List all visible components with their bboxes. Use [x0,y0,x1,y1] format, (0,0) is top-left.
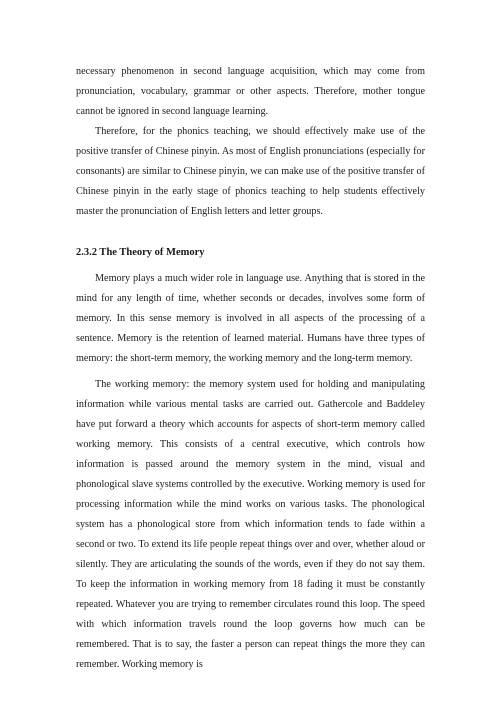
paragraph-pinyin-transfer: Therefore, for the phonics teaching, we should effectively make use of the positive transfer of Chinese pinyin. As most of English pronunciations (especially for consonants) are similar to Chinese pinyin, we can make use of the positive transfer of Chinese pinyin in the early stage of phonics teaching to help students effectively master the pronunciation of English letters and letter groups. [76,126,425,217]
paragraph-memory-intro: Memory plays a much wider role in language use. Anything that is stored in the mind for any length of time, whether seconds or decades, involves some form of memory. In this sense memory is involved in all aspects of the processing of a sentence. Memory is the retention of learned material. Humans have three types of memory: the short-term memory, the working memory and the long-term memory. [76,273,425,364]
paragraph-continuation: necessary phenomenon in second language acquisition, which may come from pronunciation, vocabulary, grammar or other aspects. Therefore, mother tongue cannot be ignored in second language learning. [76,66,425,117]
paragraph-working-memory: The working memory: the memory system used for holding and manipulating information while various mental tasks are carried out. Gathercole and Baddeley have put forward a theory which accounts for aspects of short-term memory called working memory. This consists of a central executive, which controls how information is passed around the memory system in the mind, visual and phonological slave systems controlled by the executive. Working memory is used for processing information while the mind works on various tasks. The phonological system has a phonological store from which information tends to fade within a second or two. To extend its life people repeat things over and over, whether aloud or silently. They are articulating the sounds of the words, even if they do not say them. To keep the information in working memory from 18 fading it must be constantly repeated. Whatever you are trying to remember circulates round this loop. The speed with which information travels round the loop governs how much can be remembered. That is to say, the faster a person can repeat things the more they can remember. Working memory is [76,379,425,670]
section-heading: 2.3.2 The Theory of Memory [76,247,205,258]
page-body [76,62,425,675]
